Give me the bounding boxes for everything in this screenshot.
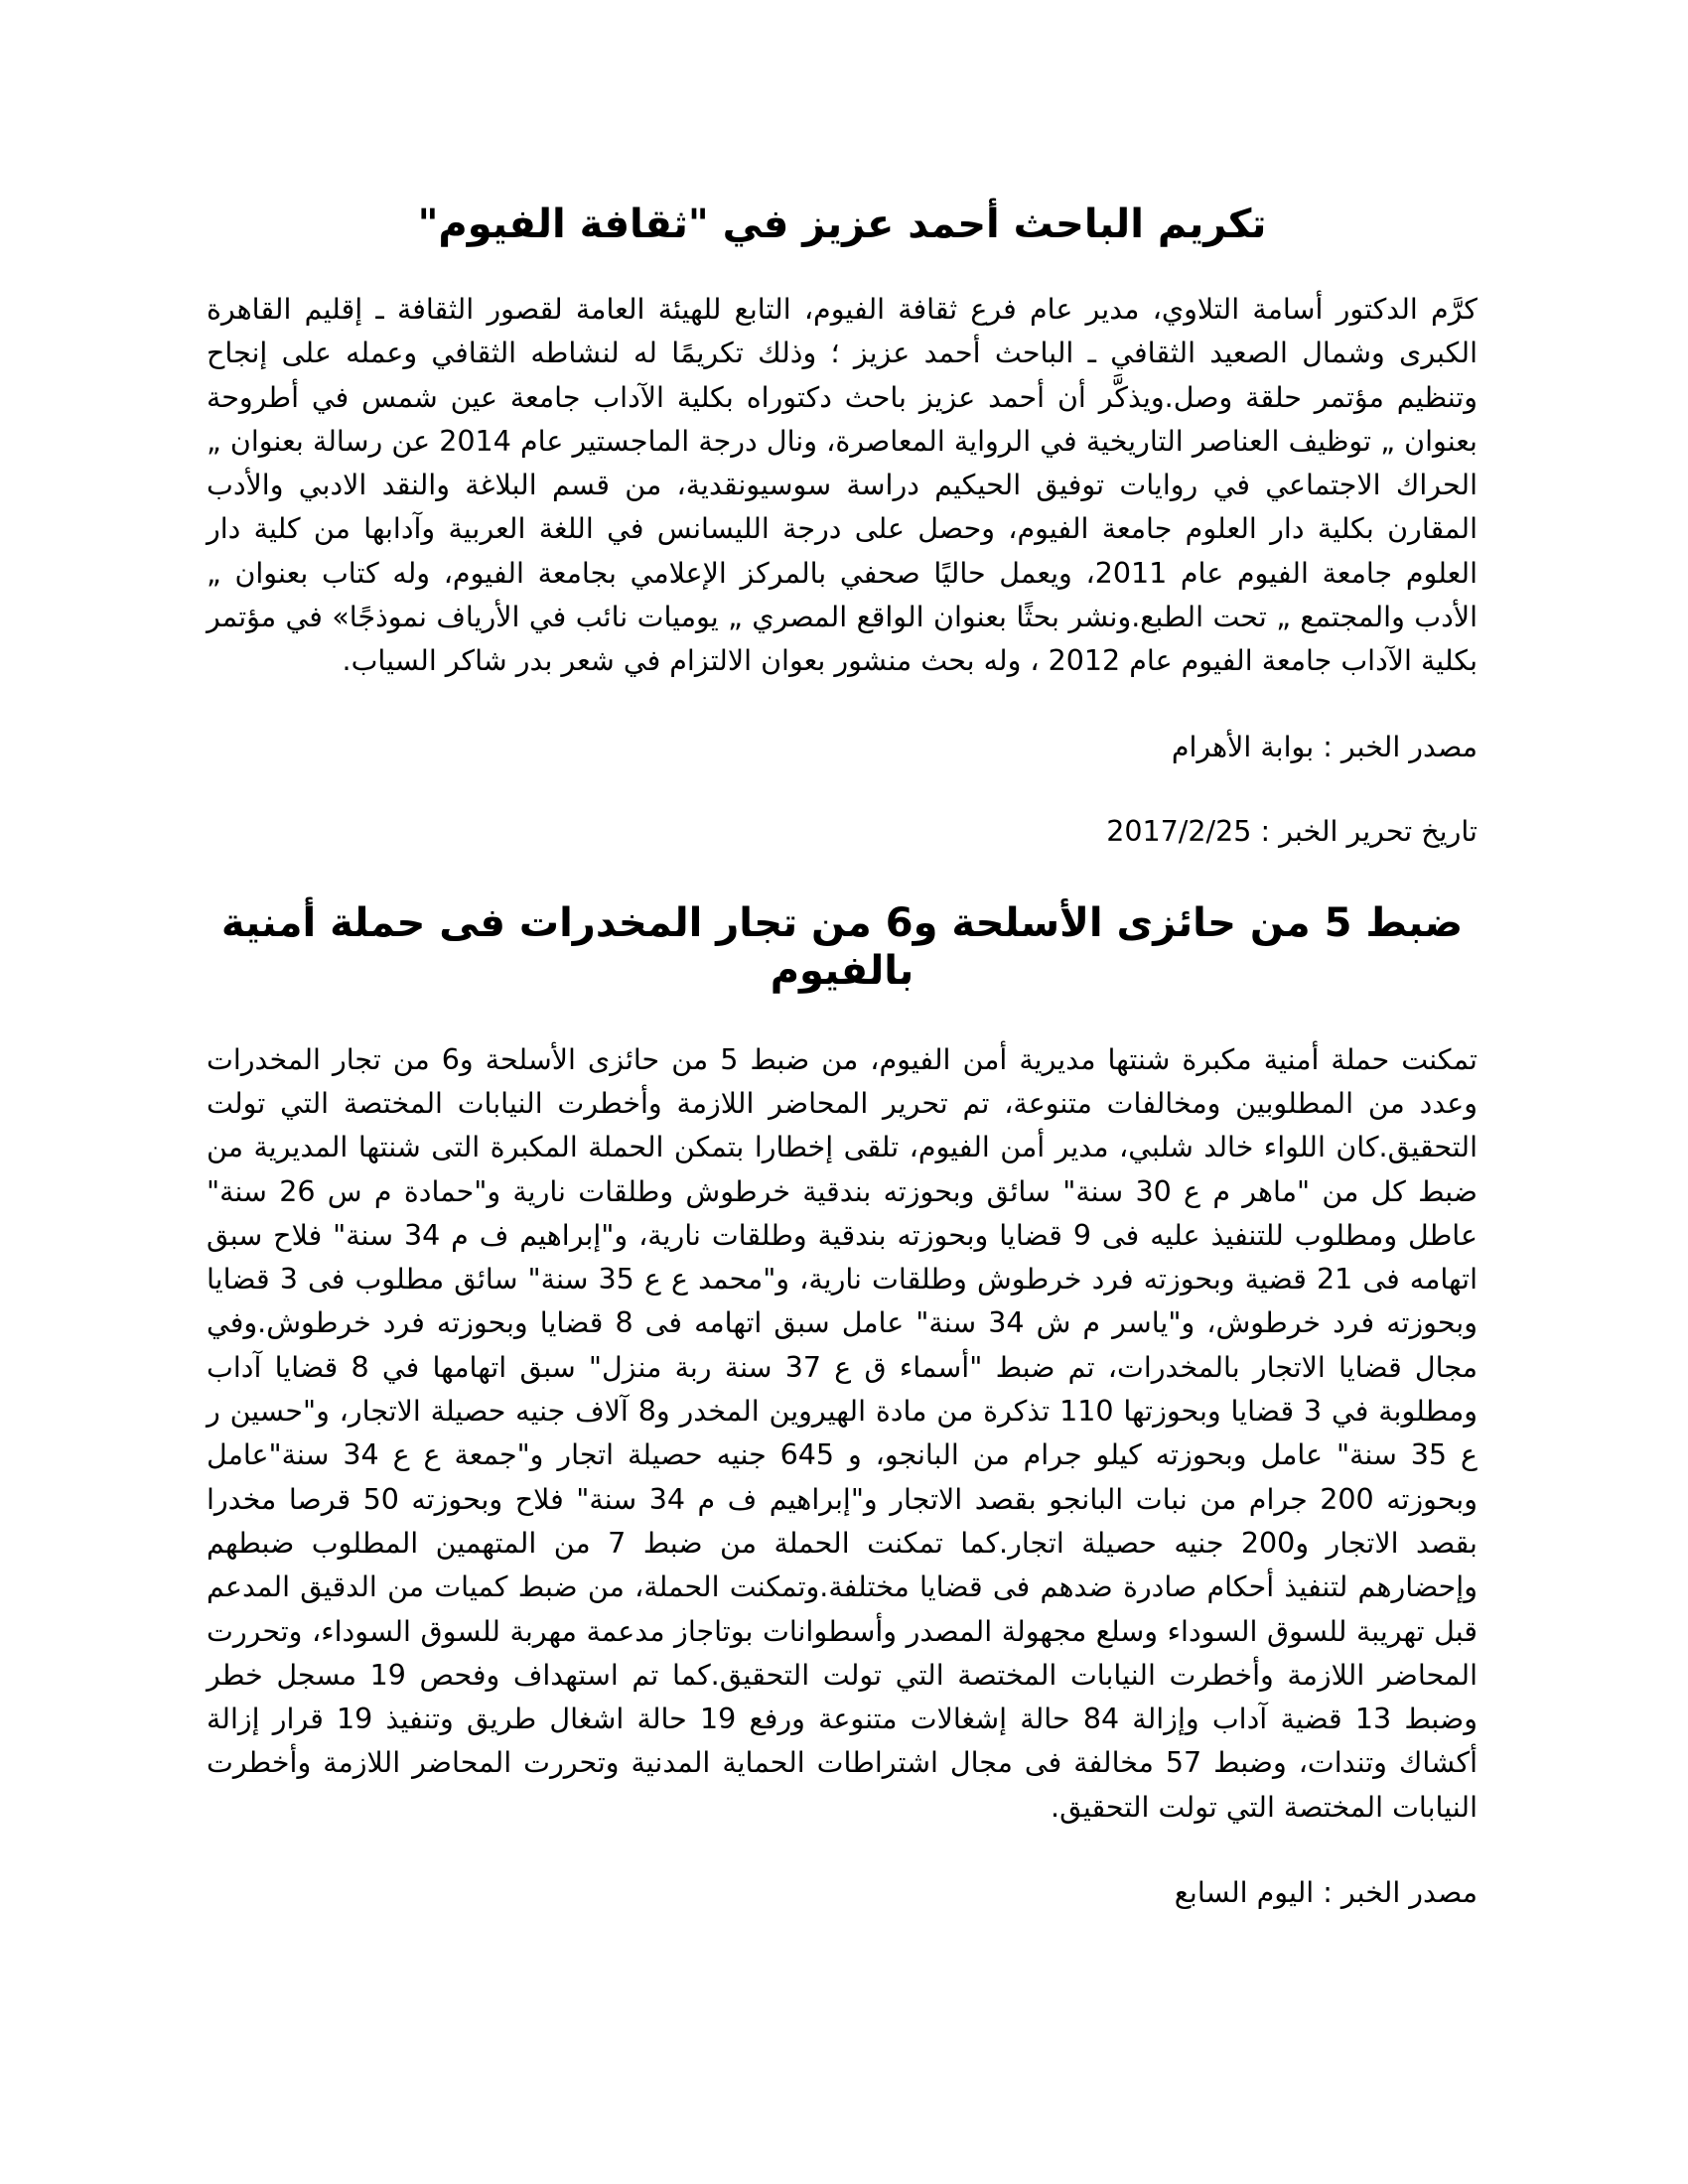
date-value: 2017/2/25	[1106, 814, 1252, 848]
article-1-source	[207, 728, 1477, 767]
document-page	[207, 189, 1477, 1913]
article-1-date	[207, 812, 1477, 852]
article-1-body: كرَّم الدكتور أسامة التلاوي، مدير عام فرع ثقافة الفيوم، التابع للهيئة العامة لقصور الثقافة ـ إقليم القاهرة الكبرى وشمال الصعيد الثقافي ـ الباحث أحمد عزيز ؛ وذلك تكريمًا له لنشاطه الثقافي وعمله على إنجاح وتنظيم مؤتمر حلقة وصل.ويذكَّر أن أحمد عزيز باحث دكتوراه بكلية الآداب جامعة عين شمس في أطروحة بعنوان „ توظيف العناصر التاريخية في الرواية المعاصرة، ونال درجة الماجستير عام 2014 عن رسالة بعنوان „ الحراك الاجتماعي في روايات توفيق الحيكيم دراسة سوسيونقدية، من قسم البلاغة والنقد الادبي والأدب المقارن بكلية دار العلوم جامعة الفيوم، وحصل على درجة الليسانس في اللغة العربية وآدابها من كلية دار العلوم جامعة الفيوم عام 2011، ويعمل حاليًا صحفي بالمركز الإعلامي بجامعة الفيوم، وله كتاب بعنوان „ الأدب والمجتمع „ تحت الطبع.ونشر بحثًا بعنوان الواقع المصري „ يوميات نائب في الأرياف نموذجًا» في مؤتمر بكلية الآداب جامعة الفيوم عام 2012 ، وله بحث منشور بعوان الالتزام في شعر بدر شاكر السياب.	[207, 293, 1477, 678]
article-2-source	[207, 1873, 1477, 1913]
article-2-title: ضبط 5 من حائزى الأسلحة و6 من تجار المخدرات فى حملة أمنية بالفيوم	[220, 899, 1464, 994]
article-2-body: تمكنت حملة أمنية مكبرة شنتها مديرية أمن الفيوم، من ضبط 5 من حائزى الأسلحة و6 من تجار المخدرات وعدد من المطلوبين ومخالفات متنوعة، تم تحرير المحاضر اللازمة وأخطرت النيابات المختصة التي تولت التحقيق.كان اللواء خالد شلبي، مدير أمن الفيوم، تلقى إخطارا بتمكن الحملة المكبرة التى شنتها المديرية من ضبط كل من "ماهر م ع 30 سنة" سائق وبحوزته بندقية خرطوش وطلقات نارية و"حمادة م س 26 سنة" عاطل ومطلوب للتنفيذ عليه فى 9 قضايا وبحوزته بندقية وطلقات نارية، و"إبراهيم ف م 34 سنة" فلاح سبق اتهامه فى 21 قضية وبحوزته فرد خرطوش وطلقات نارية، و"محمد ع ع 35 سنة" سائق مطلوب فى 3 قضايا وبحوزته فرد خرطوش، و"ياسر م ش 34 سنة" عامل سبق اتهامه فى 8 قضايا وبحوزته فرد خرطوش.وفي مجال قضايا الاتجار بالمخدرات، تم ضبط "أسماء ق ع 37 سنة ربة منزل" سبق اتهامها في 8 قضايا آداب ومطلوبة في 3 قضايا وبحوزتها 110 تذكرة من مادة الهيروين المخدر و8 آلاف جنيه حصيلة الاتجار، و"حسين ر ع 35 سنة" عامل وبحوزته كيلو جرام من البانجو، و 645 جنيه حصيلة اتجار و"جمعة ع ع 34 سنة"عامل وبحوزته 200 جرام من نبات البانجو بقصد الاتجار و"إبراهيم ف م 34 سنة" فلاح وبحوزته 50 قرصا مخدرا بقصد الاتجار و200 جنيه حصيلة اتجار.كما تمكنت الحملة من ضبط 7 من المتهمين المطلوب ضبطهم وإحضارهم لتنفيذ أحكام صادرة ضدهم فى قضايا مختلفة.وتمكنت الحملة، من ضبط كميات من الدقيق المدعم قبل تهريبة للسوق السوداء وسلع مجهولة المصدر وأسطوانات بوتاجاز مدعمة مهربة للسوق السوداء، وتحررت المحاضر اللازمة وأخطرت النيابات المختصة التي تولت التحقيق.كما تم استهداف وفحص 19 مسجل خطر وضبط 13 قضية آداب وإزالة 84 حالة إشغالات متنوعة ورفع 19 حالة اشغال طريق وتنفيذ 19 قرار إزالة أكشاك وتندات، وضبط 57 مخالفة فى مجال اشتراطات الحماية المدنية وتحررت المحاضر اللازمة وأخطرت النيابات المختصة التي تولت التحقيق.	[207, 1042, 1478, 1824]
date-label: تاريخ تحرير الخبر :	[1260, 814, 1477, 848]
source-value: بوابة الأهرام	[1171, 730, 1315, 763]
source-label: مصدر الخبر :	[1323, 730, 1477, 763]
article-1-title: تكريم الباحث أحمد عزيز في "ثقافة الفيوم"	[417, 202, 1267, 247]
source-value: اليوم السابع	[1174, 1876, 1315, 1910]
source-label: مصدر الخبر :	[1323, 1876, 1477, 1910]
